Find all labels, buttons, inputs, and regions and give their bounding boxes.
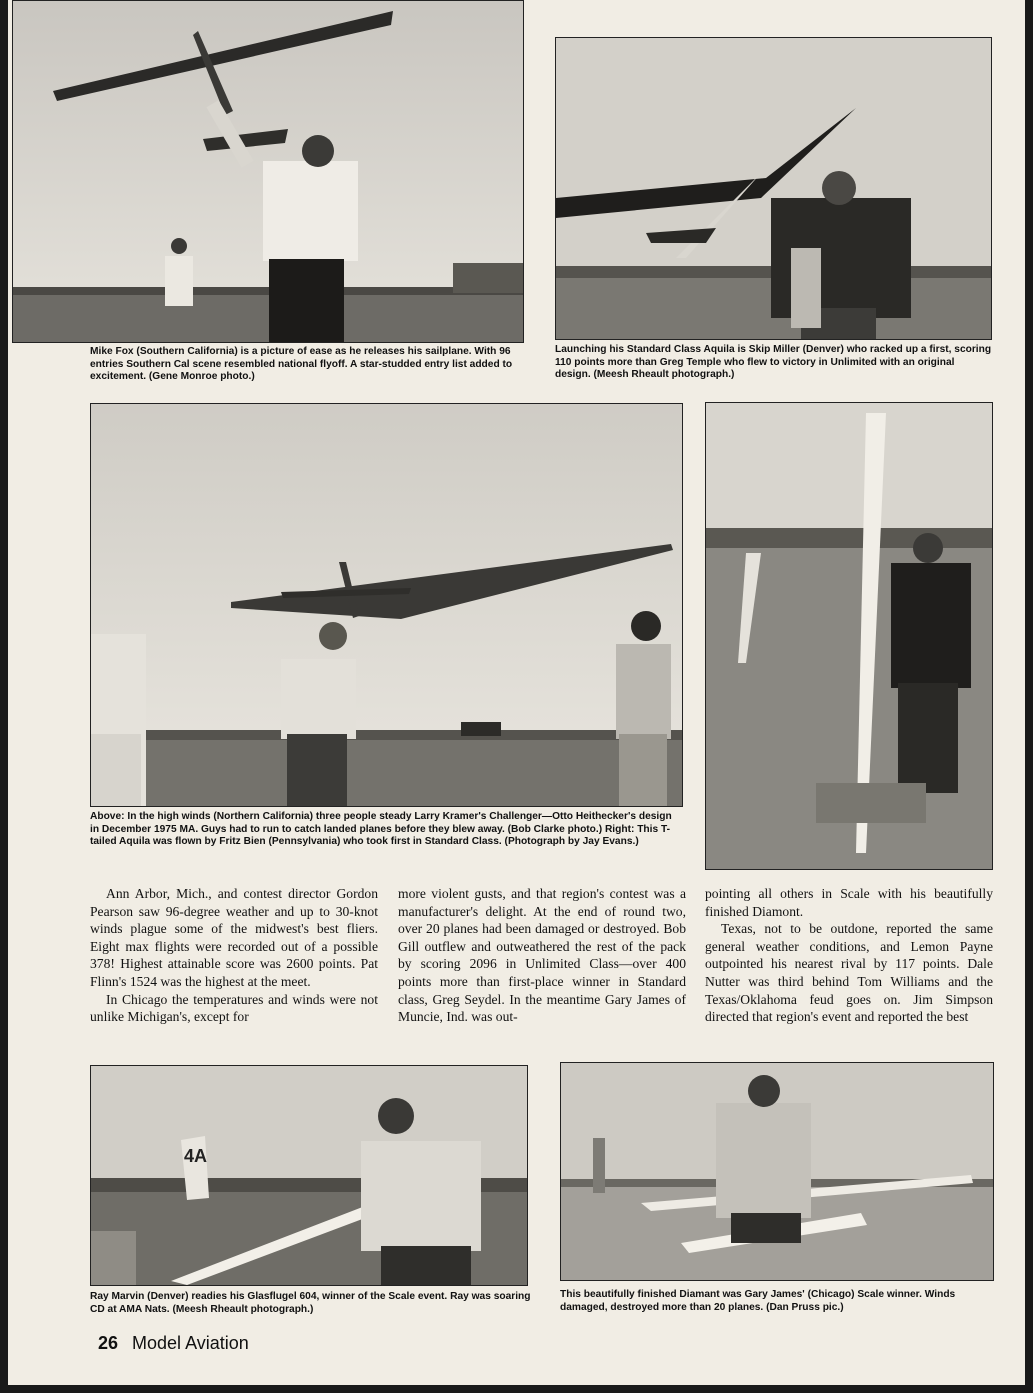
photo-challenger-image xyxy=(91,404,682,806)
magazine-page xyxy=(8,0,1025,1385)
caption-gary-james: This beautifully finished Diamant was Gary James' (Chicago) Scale winner. Winds damaged, destroyed more than 20 planes. (Dan Pruss pic.) xyxy=(560,1289,956,1313)
caption-ray-marvin: Ray Marvin (Denver) readies his Glasflugel 604, winner of the Scale event. Ray was soaring CD at AMA Nats. (Meesh Rheault photograph.) xyxy=(90,1291,531,1315)
photo-skip-miller xyxy=(555,37,992,340)
photo-mike-fox-image xyxy=(13,1,523,342)
body-column-2 xyxy=(398,885,686,1026)
photo-ray-marvin-image xyxy=(91,1066,527,1285)
body-paragraph: more violent gusts, and that region's contest was a manufacturer's delight. At the end of round two, over 20 planes had been damaged or destroyed. Bob Gill outflew and outweathered the rest of the pack by scoring 2096 in Unlimited Class—over 400 points more than first-place winner in Standard class, Greg Seydel. In the meantime Gary James of Muncie, Ind. was out- xyxy=(398,886,686,1025)
photo-ray-marvin xyxy=(90,1065,528,1286)
body-paragraph: pointing all others in Scale with his beautifully finished Diamont. xyxy=(705,886,993,919)
page-footer xyxy=(98,1333,249,1354)
caption-challenger-aquila: Above: In the high winds (Northern California) three people steady Larry Kramer's Challenger—Otto Heithecker's design in December 1975 MA. Guys had to run to catch landed planes before they blew away. (Bob Clarke photo.) Right: This T-tailed Aquila was flown by Fritz Bien (Pennsylvania) who took first in Standard Class. (Photograph by Jay Evans.) xyxy=(90,811,672,848)
photo-gary-james-image xyxy=(561,1063,993,1280)
photo-challenger xyxy=(90,403,683,807)
svg-text:4A: 4A xyxy=(184,1146,208,1166)
page-number: 26 xyxy=(98,1333,119,1353)
body-paragraph: Texas, not to be outdone, reported the same general weather conditions, and Lemon Payne outpointed his nearest rival by 117 points. Dale Nutter was third behind Tom Williams and the Texas/Oklahoma feud goes on. Jim Simpson directed that region's event and reported the best xyxy=(705,921,993,1025)
photo-mike-fox xyxy=(12,0,524,343)
caption-mike-fox: Mike Fox (Southern California) is a picture of ease as he releases his sailplane. With 96 entries Southern Cal scene resembled national flyoff. A star-studded entry list added to excitement. (Gene Monroe photo.) xyxy=(90,346,513,383)
magazine-title: Model Aviation xyxy=(132,1333,249,1353)
photo-aquila-image xyxy=(706,403,992,869)
caption-skip-miller: Launching his Standard Class Aquila is Skip Miller (Denver) who racked up a first, scoring 110 points more than Greg Temple who flew to victory in Unlimited with an original design. (Meesh Rheault photograph.) xyxy=(555,344,992,381)
body-column-3 xyxy=(705,885,993,1026)
body-column-1 xyxy=(90,885,378,1026)
body-paragraph: In Chicago the temperatures and winds were not unlike Michigan's, except for xyxy=(90,991,378,1025)
photo-skip-miller-image xyxy=(556,38,991,339)
photo-gary-james xyxy=(560,1062,994,1281)
body-paragraph: Ann Arbor, Mich., and contest director Gordon Pearson saw 96-degree weather and up to 30-knot winds plague some of the midwest's best fliers. Eight max flights were recorded out of a possible 378! Highest attainable score was 2600 points. Pat Flinn's 1524 was the highest at the meet. xyxy=(90,886,378,989)
photo-aquila xyxy=(705,402,993,870)
